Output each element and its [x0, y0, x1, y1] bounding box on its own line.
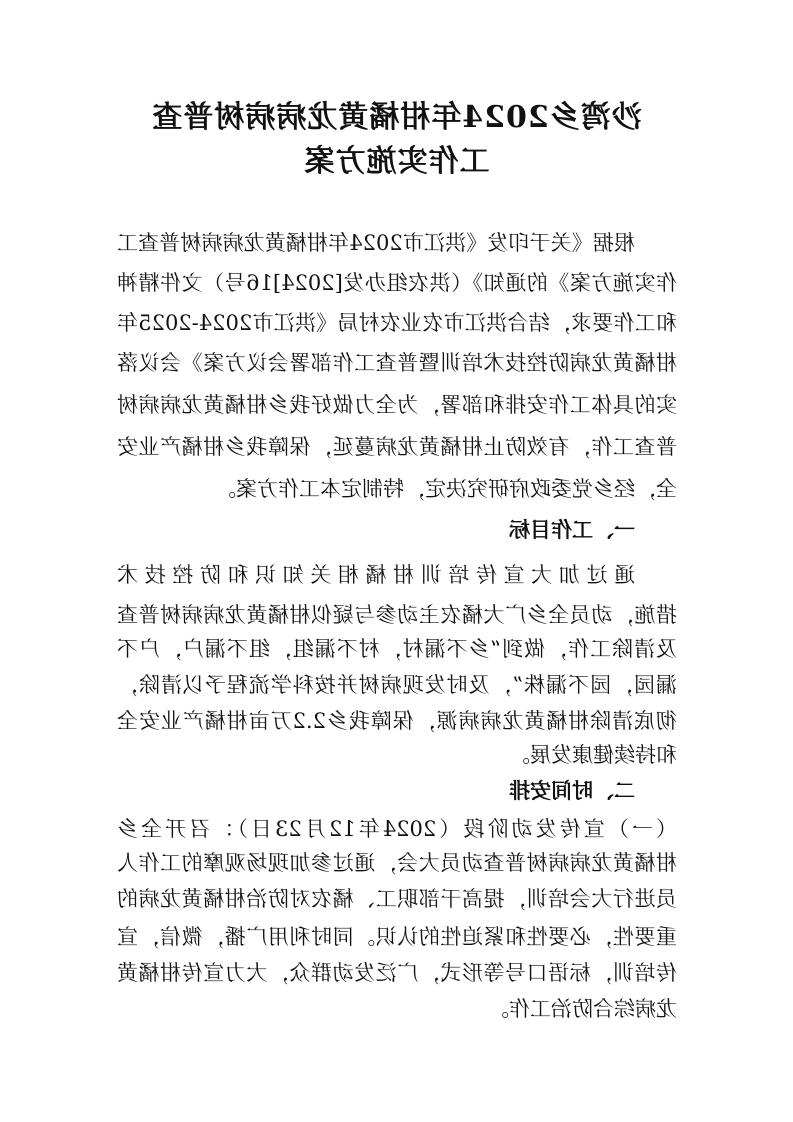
- section1-line: 和持续健康发展。: [509, 743, 677, 767]
- section-heading-schedule: 二、时间安排: [509, 779, 635, 803]
- section2-line: 龙病综合防治工作。: [488, 997, 677, 1021]
- intro-line: 全，经乡党委政府研究决定，特制定本工作方案。: [215, 477, 677, 501]
- intro-line: 根据《关于印发《洪江市2024年柑橘黄龙病病树普查工: [117, 231, 635, 255]
- section1-line: 通过加大宣传培训柑橘相关知识和防控技术: [117, 563, 635, 587]
- section1-line: 及清除工作，做到“乡不漏村，村不漏组，组不漏户，户不: [117, 637, 677, 661]
- section2-line: （一）宣传发动阶段（2024年12月23日）：召开全乡: [117, 817, 677, 841]
- section1-line: 彻底清除柑橘黄龙病病源，保障我乡2.2万亩柑橘产业安全: [117, 709, 677, 733]
- intro-line: 普查工作，有效防止柑橘黄龙病蔓延，保障我乡柑橘产业安: [117, 435, 677, 459]
- document-title-line-1: 沙湾乡2024年柑橘黄龙病病树普查: [151, 100, 642, 135]
- section1-line: 措施，动员全乡广大橘农主动参与疑似柑橘黄龙病病树普查: [117, 603, 677, 627]
- document-title-line-2: 工作实施方案: [303, 144, 490, 179]
- section2-line: 员进行大会培训，提高干部职工、橘农对防治柑橘黄龙病的: [117, 887, 677, 911]
- section2-line: 传培训，标语口号等形式，广泛发动群众，大力宣传柑橘黄: [117, 961, 677, 985]
- section1-line: 漏园，园不漏株”，及时发现病树并按科学流程予以清除，: [117, 673, 677, 697]
- intro-line: 和工作要求，结合洪江市农业农村局《洪江市2024-2025年: [117, 311, 677, 335]
- section2-line: 柑橘黄龙病病树普查动员大会，通过参加现场观摩的工作人: [117, 851, 677, 875]
- intro-line: 柑橘黄龙病防控技术培训暨普查工作部署会议方案》会议落: [117, 351, 677, 375]
- section-heading-goals: 一、工作目标: [509, 518, 635, 542]
- intro-line: 实的具体工作安排和部署，为全力做好我乡柑橘黄龙病病树: [117, 393, 677, 417]
- section2-line: 重要性，必要性和紧迫性的认识。同时利用广播，微信，宣: [117, 925, 677, 949]
- intro-line: 作实施方案》的通知》（洪农组办发[2024]16号）文件精神: [117, 271, 677, 295]
